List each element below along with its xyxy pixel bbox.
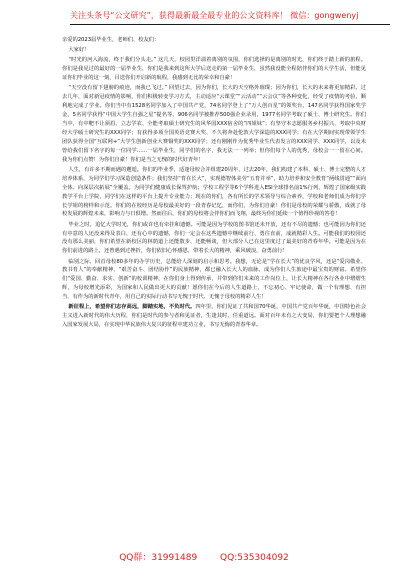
footer-qq: QQ:535304092 [220,553,289,563]
paragraph-5: 临别之际，回首母校80多年的办学历史，总能给人深刻的启示和思考。我想，无论是“学在长大”的优良学风，还是“爱岗敬业、教书育人”的奉献精神、“艰苦奋斗、团结协作”的民族精神，都已融入长大人的血脉，成为你们人生旅途中最宝贵的财富。希望你们“爱国、勤奋、求实、创新”的校训精神，在你们身上得到传承，并带到你们未来的工作岗位上，让长大精神在各行各业中熠熠生辉，为母校增光添彩，为国家和人民做出更大的贡献！愿你们在今后的人生道路上，不忘初心、牢记使命，做一个有理想、有担当、有作为的新时代青年，用自己的实际行动书写无愧于时代、无愧于母校的精彩人生！ [62,258,366,301]
header-divider [70,24,390,25]
header-banner: 关注头条号“公文研究”，获得最新最全最专业的公文资料库！ 微信：gongwenyj [70,11,359,20]
paragraph-2: “天空没有留下翅膀的痕迹，而我已飞过。” 回望过去，因为你们，长大的天空格外璀璨；因为你们，长大的未来将更加精彩。过去几年，面对新冠疫情的影响，你们积极转变学习方式，主动适应“云课堂”“云活动”“云会议”等各种变化，经受了疫情的考验，顺利地完成了学业。你们当中有1528名同学加入了中国共产党，74名同学登上了“万人创百星”的领奖台，147名同学获得国家奖学金，5名同学获得“中国大学生自强之星”提名等，906名同学被推荐500强企业录用，1977名同学考取了硕士、博士研究生。你们当中，有中靶不让须眉、立志学农、全能考取硕士研究生的风华国XXX宿舍的“四姐妹”；有坚守本志愿服务乡村振兴、考取中央财经大学硕士研究生的XXX同学；有获得多项全国英语竞赛大奖、不久将奔赴伦敦大学深造的XXX同学；有在大学期间实现带领学生团队获得全国“互联网+”大学生创新创业大赛铜奖的XXX同学；还有刚刚作为优秀毕业生代表发言的XXX同学、XXX同学，以及未曾给我们留下名字的每一位同学……一届毕业生，同学们的名字，我无法一一列举；但你们每个人的优秀，母校会一一留在心间。我为你们点赞！为你们自豪！你们是当之无愧的时代好青年！ [62,85,366,163]
salutation: 亲爱的2023届毕业生，老师们、校友们： [62,37,160,43]
closing-paragraph [62,303,366,330]
paragraph-1: “时光的河入海流，终于我们分头走。” 这几天，校园里洋溢着离别的氛围，你们选择的是离别的时光，你们终于踏上新的旅程。你们是我见过的最好的一届毕业生，你们是我来到这所大学后送走的第一届毕业生，虽然我没能全程陪伴你们的大学生活，但能见证你们毕业的这一刻，目送你们开启新的航程，我感到无比的荣幸和自豪！ [62,57,366,82]
greeting: 大家好！ [68,47,90,54]
paragraph-3: 人生，有许多不期而遇的邂逅。你们的毕业季，适逢母校合并组建20周年，过去20年，我们构建了本科、硕士、博士完整的人才培养体系，为同学们学习深造创造条件；我们坚持“育在长大”，实现德智体美劳“五育并举”，助力培养和安全教育“两线贯通”“面向全体、向深层次拓展”全覆盖。为同学们健康成长保驾护航；学校工程学等6个学科进入ESI全球排名前1%行列，辉煌了国家级实践教学平台上学院，同学们在这样的平台上提升专业能力；现在的你们，各有所长的学术领导与综合素养，学校和老师们成为你们学长学姐的榜样和示范。你们的在校经历是母校最美好的一段青春记忆，而你们，为你们自豪！你们是母校的荣耀与骄傲，成就了母校发展的辉煌未来，影响力与日俱增。然而往后，你们的母校将会伴你们而飞翔，最终为你们延续一个值得珍视的答卷！ [62,166,366,218]
closing-lead: 新征程上，希望你们志存高远，脚踏实地，不负时代。 [68,304,196,311]
footer-qq-group: QQ群：31991489 [119,553,198,563]
document-body [62,36,366,331]
footer-contacts [0,550,408,563]
closing-rest: 四年里，你们见证了共和国70华诞，中国共产党百年华诞，中国特色社会主义进入新时代的伟大历程，你们是时代的参与者和见证者，生逢其时、任重道远。面对百年未有之大变局，你们要把个人理想融入国家发展大局，在实现中华民族伟大复兴的征程中建功立业，书写无悔的青春华章。 [62,304,366,329]
paragraph-4: 毕业之时，追忆大学时光，你们或许也有牵挂和遗憾。可能是因为学校的图书馆还未开放，还有不尽的遗憾；也可能因为你们还有中意的人还没来得及表白，还有心中的遗憾，你们一定会在这些遗憾中继续前行、勇往直前，成就精彩人生。可能我们的校园还没有那么美丽，你们希望在新校区的林荫道上还能散步、还能畅谈，但大部分人已在这里度过了最美好的青春年华。可能是因为在你们前进的路上，还曾遇到过挫折，你们依旧心怀感恩，带着长大的精神，乘风破浪，奋勇前行！ [62,221,366,255]
